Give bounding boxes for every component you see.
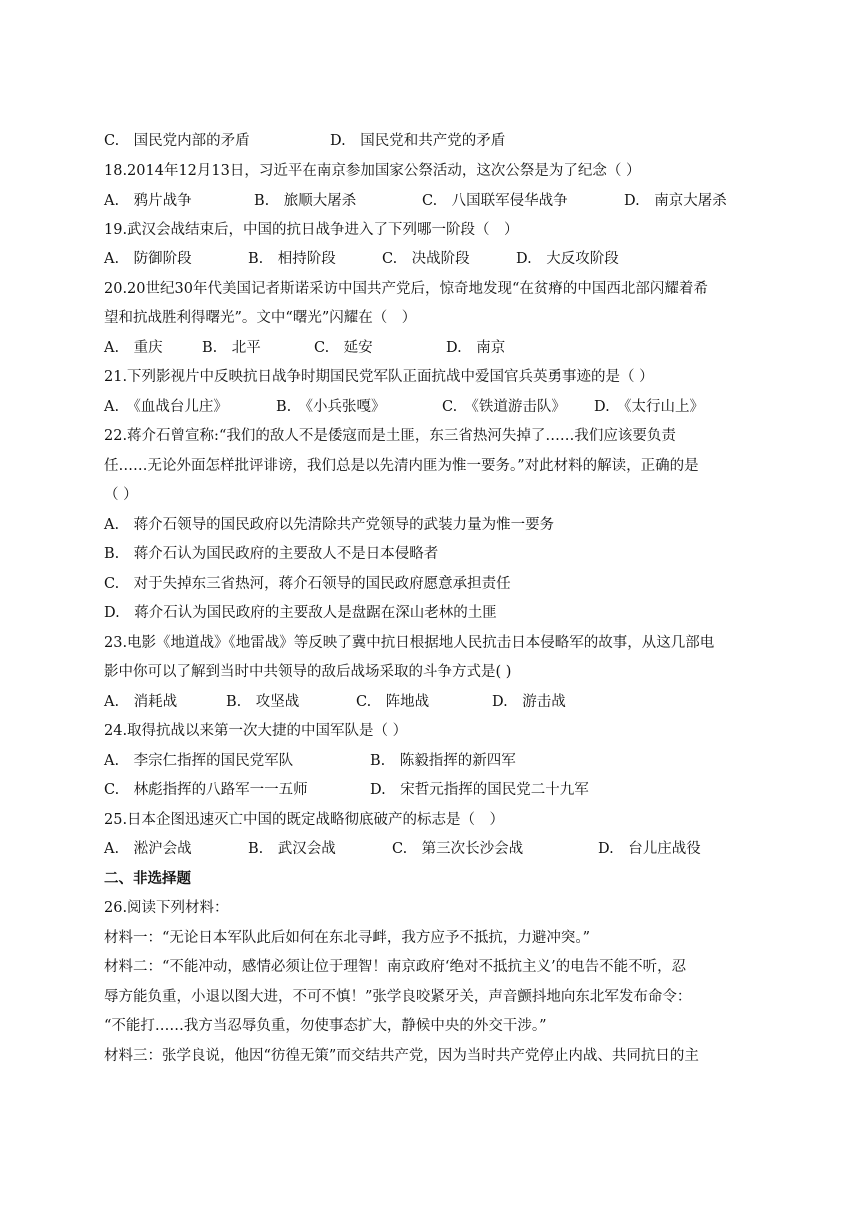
q20-stem-line2: 望和抗战胜利得曙光”。文中“曙光”闪耀在（ ） (104, 310, 417, 326)
material-3-line1: 材料三：张学良说，他因“彷徨无策”而交结共产党，因为当时共产党停止内战、共同抗日的主 (104, 1048, 699, 1064)
q18-option-c[interactable]: C. 八国联军侵华战争 (422, 193, 568, 209)
q20-option-d[interactable]: D. 南京 (446, 340, 506, 356)
q18-option-b[interactable]: B. 旅顺大屠杀 (254, 193, 357, 209)
q18-stem: 18.2014年12月13日，习近平在南京参加国家公祭活动，这次公祭是为了纪念（ ） (104, 163, 641, 179)
q25-option-b[interactable]: B. 武汉会战 (248, 841, 336, 857)
q25-stem: 25.日本企图迅速灭亡中国的既定战略彻底破产的标志是（ ） (104, 812, 505, 828)
q22-option-b[interactable]: B. 蒋介石认为国民政府的主要敌人不是日本侵略者 (104, 546, 439, 562)
q22-stem-line3: （ ） (104, 487, 138, 503)
q23-option-a[interactable]: A. 消耗战 (104, 694, 178, 710)
q23-stem-line2: 影中你可以了解到当时中共领导的敌后战场采取的斗争方式是( ) (104, 664, 512, 680)
q20-option-c[interactable]: C. 延安 (314, 340, 373, 356)
q20-option-b[interactable]: B. 北平 (202, 340, 261, 356)
q22-option-c[interactable]: C. 对于失掉东三省热河，蒋介石领导的国民政府愿意承担责任 (104, 576, 511, 592)
q25-option-a[interactable]: A. 淞沪会战 (104, 841, 192, 857)
section-heading-non-choice: 二、非选择题 (104, 870, 191, 887)
q23-option-b[interactable]: B. 攻坚战 (226, 694, 300, 710)
q21-option-c[interactable]: C. 《铁道游击队》 (442, 399, 566, 415)
q25-option-c[interactable]: C. 第三次长沙会战 (392, 841, 524, 857)
q17-option-d[interactable]: D. 国民党和共产党的矛盾 (330, 133, 506, 149)
q19-option-d[interactable]: D. 大反攻阶段 (516, 251, 619, 267)
q25-option-d[interactable]: D. 台儿庄战役 (598, 841, 701, 857)
material-1: 材料一：“无论日本军队此后如何在东北寻衅，我方应予不抵抗，力避冲突。” (104, 930, 591, 946)
q24-stem: 24.取得抗战以来第一次大捷的中国军队是（ ） (104, 723, 408, 739)
q20-option-a[interactable]: A. 重庆 (104, 340, 163, 356)
material-2-line3: “不能打……我方当忍辱负重，勿使事态扩大，静候中央的外交干涉。” (104, 1018, 547, 1034)
q21-option-d[interactable]: D. 《太行山上》 (594, 399, 704, 415)
material-2-line2: 辱方能负重，小退以图大进，不可不慎！”张学良咬紧牙关，声音颤抖地向东北军发布命令： (104, 989, 692, 1005)
q24-option-c[interactable]: C. 林彪指挥的八路军一一五师 (104, 782, 308, 798)
q21-option-a[interactable]: A. 《血战台儿庄》 (104, 399, 228, 415)
q19-option-b[interactable]: B. 相持阶段 (248, 251, 336, 267)
q19-stem: 19.武汉会战结束后，中国的抗日战争进入了下列哪一阶段（ ） (104, 222, 519, 238)
q21-stem: 21.下列影视片中反映抗日战争时期国民党军队正面抗战中爱国官兵英勇事迹的是（ ） (104, 369, 654, 385)
q21-option-b[interactable]: B. 《小兵张嘎》 (276, 399, 386, 415)
q24-option-d[interactable]: D. 宋哲元指挥的国民党二十九军 (370, 782, 589, 798)
q17-option-c[interactable]: C. 国民党内部的矛盾 (104, 133, 250, 149)
q22-option-a[interactable]: A. 蒋介石领导的国民政府以先清除共产党领导的武装力量为惟一要务 (104, 517, 555, 533)
material-2-line1: 材料二：“不能冲动，感情必须让位于理智！南京政府‘绝对不抵抗主义’的电告不能不听，忍 (104, 959, 687, 975)
q22-stem-line2: 任……无论外面怎样批评诽谤，我们总是以先清内匪为惟一要务。”对此材料的解读，正确的是 (104, 458, 699, 474)
q22-option-d[interactable]: D. 蒋介石认为国民政府的主要敌人是盘踞在深山老林的土匪 (104, 605, 497, 621)
q23-option-c[interactable]: C. 阵地战 (356, 694, 430, 710)
q23-stem-line1: 23.电影《地道战》《地雷战》等反映了冀中抗日根据地人民抗击日本侵略军的故事，从这几部电 (104, 635, 715, 651)
q24-option-a[interactable]: A. 李宗仁指挥的国民党军队 (104, 753, 294, 769)
q19-option-c[interactable]: C. 决战阶段 (382, 251, 470, 267)
q26-stem: 26.阅读下列材料： (104, 900, 229, 916)
q20-stem-line1: 20.20世纪30年代美国记者斯诺采访中国共产党后，惊奇地发现“在贫瘠的中国西北部闪耀着希 (104, 281, 708, 297)
q22-stem-line1: 22.蒋介石曾宣称:“我们的敌人不是倭寇而是土匪，东三省热河失掉了……我们应该要负责 (104, 428, 676, 444)
q23-option-d[interactable]: D. 游击战 (492, 694, 566, 710)
q18-option-a[interactable]: A. 鸦片战争 (104, 193, 192, 209)
q18-option-d[interactable]: D. 南京大屠杀 (624, 193, 727, 209)
q19-option-a[interactable]: A. 防御阶段 (104, 251, 192, 267)
q24-option-b[interactable]: B. 陈毅指挥的新四军 (370, 753, 516, 769)
